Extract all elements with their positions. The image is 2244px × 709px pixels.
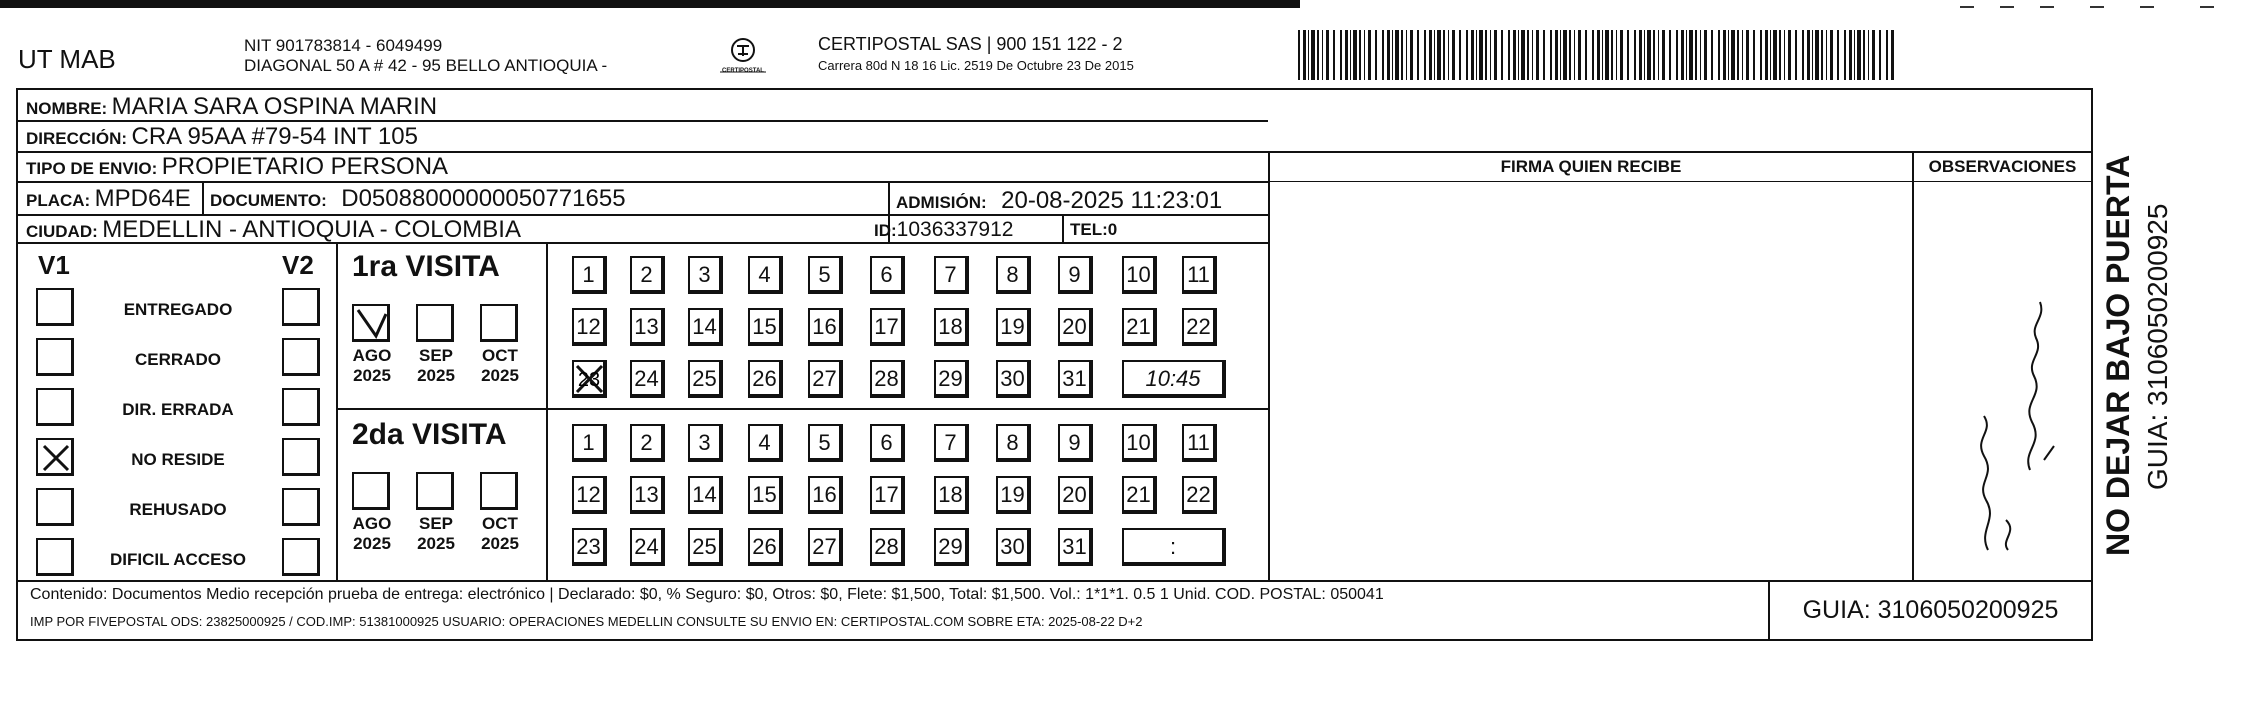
- visit-divider: [546, 242, 548, 580]
- barcode-bar: [1308, 30, 1309, 80]
- barcode-bar: [1753, 30, 1755, 80]
- day-box[interactable]: 21: [1122, 308, 1157, 346]
- day-box[interactable]: 15: [748, 476, 783, 514]
- barcode-bar: [1844, 30, 1846, 80]
- barcode-bar: [1891, 30, 1894, 80]
- v1-checkbox[interactable]: [36, 388, 74, 426]
- day-box[interactable]: 8: [996, 424, 1031, 462]
- day-box[interactable]: 30: [996, 528, 1031, 566]
- month-label: [342, 514, 402, 554]
- day-box[interactable]: 17: [870, 308, 905, 346]
- handwritten-observation: [1948, 250, 2068, 570]
- barcode-bar: [1322, 30, 1323, 80]
- v1-checkbox[interactable]: [36, 288, 74, 326]
- month-name: AGO: [352, 346, 392, 365]
- barcode-bar: [1821, 30, 1823, 80]
- day-box[interactable]: 31: [1058, 360, 1093, 398]
- ciudad-label: CIUDAD:: [26, 222, 98, 241]
- top-dash: [2140, 6, 2154, 8]
- day-box[interactable]: 12: [572, 476, 607, 514]
- barcode-bar: [1718, 30, 1720, 80]
- day-box[interactable]: 18: [934, 308, 969, 346]
- day-box[interactable]: 29: [934, 528, 969, 566]
- day-box[interactable]: 15: [748, 308, 783, 346]
- day-box[interactable]: 2: [630, 424, 665, 462]
- barcode-bar: [1437, 30, 1441, 80]
- barcode-bar: [1857, 30, 1861, 80]
- barcode-bar: [1508, 30, 1510, 80]
- barcode-bar: [1728, 30, 1729, 80]
- barcode-bar: [1298, 30, 1300, 80]
- month-name: OCT: [482, 514, 518, 533]
- barcode-bar: [1317, 30, 1319, 80]
- day-box[interactable]: 20: [1058, 476, 1093, 514]
- day-box[interactable]: 27: [808, 528, 843, 566]
- documento-value: D05088000000050771655: [341, 185, 626, 212]
- top-dash: [2090, 6, 2104, 8]
- barcode-bar: [1476, 30, 1477, 80]
- barcode-bar: [1639, 30, 1642, 80]
- barcode-bar: [1550, 30, 1552, 80]
- month-name: OCT: [482, 346, 518, 365]
- company-name: UT MAB: [18, 44, 116, 74]
- day-box[interactable]: 6: [870, 424, 905, 462]
- day-box[interactable]: 1: [572, 256, 607, 294]
- day-box[interactable]: 25: [688, 528, 723, 566]
- direccion-field: [26, 123, 418, 151]
- barcode-bar: [1359, 30, 1361, 80]
- tel-field: [1070, 220, 1117, 240]
- barcode-bar: [1854, 30, 1855, 80]
- month-label: [470, 346, 530, 386]
- day-box[interactable]: 11: [1182, 256, 1217, 294]
- day-box[interactable]: 14: [688, 308, 723, 346]
- day-box[interactable]: 24: [630, 360, 665, 398]
- day-box[interactable]: 14: [688, 476, 723, 514]
- barcode-bar: [1770, 30, 1771, 80]
- x-mark-icon: [38, 440, 72, 474]
- barcode-bar: [1395, 30, 1399, 80]
- barcode-bar: [1375, 30, 1377, 80]
- day-box[interactable]: 6: [870, 256, 905, 294]
- day-box[interactable]: 3: [688, 424, 723, 462]
- month-year: 2025: [481, 366, 519, 385]
- barcode-bar: [1518, 30, 1519, 80]
- day-box[interactable]: 21: [1122, 476, 1157, 514]
- day-box[interactable]: 22: [1182, 308, 1217, 346]
- ciudad-value: MEDELLIN - ANTIOQUIA - COLOMBIA: [102, 216, 521, 243]
- handwriting-icon: [1948, 250, 2068, 570]
- tipo-envio-label: TIPO DE ENVIO:: [26, 159, 158, 178]
- month-name: SEP: [418, 346, 454, 365]
- barcode-bar: [1760, 30, 1762, 80]
- id-value: 1036337912: [896, 218, 1014, 241]
- barcode-bar: [1448, 30, 1449, 80]
- day-box[interactable]: 31: [1058, 528, 1093, 566]
- visit-title: 2da VISITA: [352, 418, 507, 451]
- barcode-bar: [1723, 30, 1726, 80]
- barcode-bar: [1382, 30, 1384, 80]
- day-box[interactable]: 20: [1058, 308, 1093, 346]
- day-box[interactable]: 18: [934, 476, 969, 514]
- barcode-bar: [1676, 30, 1678, 80]
- barcode-bar: [1700, 30, 1701, 80]
- barcode-bar: [1569, 30, 1571, 80]
- nombre-label: NOMBRE:: [26, 99, 108, 118]
- day-box[interactable]: 3: [688, 256, 723, 294]
- month-label: [470, 514, 530, 554]
- tel-divider: [1062, 214, 1064, 242]
- barcode-bar: [1647, 30, 1651, 80]
- barcode-bar: [1311, 30, 1315, 80]
- barcode-bar: [1563, 30, 1567, 80]
- firma-header: FIRMA QUIEN RECIBE: [1500, 157, 1682, 176]
- barcode-bar: [1662, 30, 1665, 80]
- month-label: [342, 346, 402, 386]
- company-nit: NIT 901783814 - 6049499: [244, 36, 443, 55]
- carrier-name: CERTIPOSTAL SAS | 900 151 122 - 2: [818, 34, 1123, 54]
- barcode-bar: [1340, 30, 1342, 80]
- status-label: ENTREGADO: [123, 300, 233, 319]
- barcode-bar: [1634, 30, 1636, 80]
- barcode-bar: [1616, 30, 1617, 80]
- barcode-bar: [1364, 30, 1365, 80]
- day-box[interactable]: 7: [934, 424, 969, 462]
- barcode: [1298, 30, 1895, 80]
- v2-header: V2: [282, 250, 314, 280]
- barcode-bar: [1731, 30, 1735, 80]
- barcode-bar: [1863, 30, 1865, 80]
- barcode-bar: [1695, 30, 1697, 80]
- barcode-bar: [1620, 30, 1623, 80]
- barcode-bar: [1597, 30, 1600, 80]
- tel-label: TEL:: [1070, 220, 1108, 239]
- barcode-bar: [1543, 30, 1545, 80]
- footer-divider: [18, 580, 2091, 582]
- status-label: NO RESIDE: [131, 450, 225, 469]
- day-x-mark-icon: [574, 362, 605, 394]
- barcode-bar: [1410, 30, 1413, 80]
- day-box[interactable]: 9: [1058, 256, 1093, 294]
- footer-guia: GUIA: 3106050200925: [1802, 596, 2059, 624]
- footer-print-line: IMP POR FIVEPOSTAL ODS: 23825000925 / COD.IMP: 51381000925 USUARIO: OPERACIONES MEDELLIN CONSULTE SU ENVIO EN: CERTIPOSTAL.COM SOBRE ETA: 2025-08-22 D+2: [30, 614, 1143, 629]
- month-checkbox[interactable]: [416, 472, 454, 510]
- direccion-label: DIRECCIÓN:: [26, 129, 128, 148]
- top-dash: [2040, 6, 2054, 8]
- v1-checkbox[interactable]: [36, 538, 74, 576]
- barcode-bar: [1872, 30, 1875, 80]
- day-box[interactable]: 9: [1058, 424, 1093, 462]
- barcode-bar: [1452, 30, 1455, 80]
- v1-checkbox[interactable]: [36, 438, 74, 476]
- day-x-mark-label: 23: [577, 369, 601, 391]
- barcode-bar: [1605, 30, 1609, 80]
- id-label: ID:: [874, 221, 897, 240]
- barcode-bar: [1627, 30, 1629, 80]
- barcode-bar: [1830, 30, 1833, 80]
- barcode-bar: [1868, 30, 1869, 80]
- day-box[interactable]: 28: [870, 528, 905, 566]
- day-box[interactable]: 4: [748, 424, 783, 462]
- status-label: DIFICIL ACCESO: [109, 550, 246, 569]
- month-name: SEP: [418, 514, 454, 533]
- day-box[interactable]: 23: [572, 528, 607, 566]
- day-box[interactable]: 27: [808, 360, 843, 398]
- placa-divider: [202, 181, 204, 214]
- barcode-bar: [1443, 30, 1445, 80]
- barcode-bar: [1466, 30, 1468, 80]
- month-year: 2025: [417, 534, 455, 553]
- day-box[interactable]: 17: [870, 476, 905, 514]
- barcode-bar: [1368, 30, 1371, 80]
- barcode-bar: [1669, 30, 1671, 80]
- barcode-bar: [1429, 30, 1432, 80]
- footer-content-line: Contenido: Documentos Medio recepción prueba de entrega: electrónico | Declarado: $0, % Seguro: $0, Otros: $0, Flete: $1,500, Total: $1,500. Vol.: 1*1*1. 0.5 1 Unid. COD. POSTAL: 050041: [30, 586, 1384, 603]
- barcode-bar: [1779, 30, 1781, 80]
- barcode-bar: [1353, 30, 1357, 80]
- barcode-bar: [1802, 30, 1804, 80]
- barcode-bar: [1704, 30, 1707, 80]
- barcode-bar: [1737, 30, 1739, 80]
- barcode-bar: [1578, 30, 1581, 80]
- status-divider: [336, 242, 338, 580]
- admision-label: ADMISIÓN:: [896, 193, 987, 212]
- barcode-bar: [1490, 30, 1491, 80]
- month-checkbox[interactable]: [480, 304, 518, 342]
- tipo-envio-value: PROPIETARIO PERSONA: [161, 153, 449, 180]
- month-checkbox[interactable]: [416, 304, 454, 342]
- visit-title: 1ra VISITA: [352, 250, 500, 283]
- admision-value: 20-08-2025 11:23:01: [1001, 187, 1223, 214]
- barcode-bar: [1536, 30, 1539, 80]
- day-box[interactable]: 10: [1122, 424, 1157, 462]
- barcode-bar: [1815, 30, 1819, 80]
- day-box[interactable]: 16: [808, 476, 843, 514]
- day-box[interactable]: 26: [748, 360, 783, 398]
- top-dash: [2000, 6, 2014, 8]
- day-box[interactable]: 25: [688, 360, 723, 398]
- day-box[interactable]: 28: [870, 360, 905, 398]
- barcode-bar: [1644, 30, 1645, 80]
- top-dash: [2200, 6, 2214, 8]
- time-box[interactable]: 10:45: [1122, 360, 1226, 398]
- v2-checkbox[interactable]: [282, 338, 320, 376]
- barcode-bar: [1812, 30, 1813, 80]
- barcode-bar: [1345, 30, 1348, 80]
- barcode-bar: [1746, 30, 1749, 80]
- v1-checkbox[interactable]: [36, 338, 74, 376]
- barcode-bar: [1521, 30, 1525, 80]
- v2-checkbox[interactable]: [282, 388, 320, 426]
- month-checkbox[interactable]: [352, 472, 390, 510]
- barcode-bar: [1387, 30, 1390, 80]
- carrier-license: Carrera 80d N 18 16 Lic. 2519 De Octubre 23 De 2015: [818, 58, 1134, 73]
- barcode-bar: [1350, 30, 1351, 80]
- month-name: AGO: [352, 514, 392, 533]
- barcode-bar: [1417, 30, 1419, 80]
- logo-text: CERTIPOSTAL: [722, 68, 764, 74]
- barcode-bar: [1784, 30, 1785, 80]
- barcode-bar: [1837, 30, 1839, 80]
- barcode-bar: [1501, 30, 1503, 80]
- barcode-bar: [1532, 30, 1533, 80]
- firma-header-divider: [1268, 181, 2091, 182]
- v1-header: V1: [38, 250, 70, 280]
- barcode-bar: [1326, 30, 1329, 80]
- barcode-bar: [1826, 30, 1827, 80]
- column-divider: [1912, 151, 1914, 582]
- barcode-bar: [1886, 30, 1888, 80]
- barcode-bar: [1879, 30, 1881, 80]
- barcode-bar: [1527, 30, 1529, 80]
- barcode-bar: [1686, 30, 1687, 80]
- side-warning: NO DEJAR BAJO PUERTA: [2100, 154, 2136, 556]
- day-box[interactable]: 12: [572, 308, 607, 346]
- barcode-bar: [1602, 30, 1603, 80]
- barcode-bar: [1479, 30, 1483, 80]
- v2-checkbox[interactable]: [282, 438, 320, 476]
- barcode-bar: [1392, 30, 1393, 80]
- day-box[interactable]: 30: [996, 360, 1031, 398]
- day-box[interactable]: 13: [630, 476, 665, 514]
- time-box[interactable]: :: [1122, 528, 1226, 566]
- barcode-bar: [1424, 30, 1426, 80]
- day-box[interactable]: 10: [1122, 256, 1157, 294]
- barcode-bar: [1711, 30, 1713, 80]
- v1-checkbox[interactable]: [36, 488, 74, 526]
- barcode-bar: [1611, 30, 1613, 80]
- barcode-bar: [1494, 30, 1497, 80]
- nombre-value: MARIA SARA OSPINA MARIN: [111, 93, 438, 120]
- barcode-bar: [1689, 30, 1693, 80]
- barcode-bar: [1773, 30, 1777, 80]
- side-guia: GUIA: 3106050200925: [2142, 203, 2173, 490]
- top-border-bar: [0, 0, 1300, 8]
- barcode-bar: [1459, 30, 1461, 80]
- visit-divider: [336, 408, 1268, 410]
- day-box[interactable]: 24: [630, 528, 665, 566]
- documento-label: DOCUMENTO:: [210, 191, 327, 210]
- day-box[interactable]: 22: [1182, 476, 1217, 514]
- day-box[interactable]: 29: [934, 360, 969, 398]
- day-box[interactable]: 1: [572, 424, 607, 462]
- admision-field: [896, 187, 1222, 215]
- month-label: [406, 514, 466, 554]
- direccion-value: CRA 95AA #79-54 INT 105: [131, 123, 418, 150]
- day-box[interactable]: 11: [1182, 424, 1217, 462]
- day-box[interactable]: 16: [808, 308, 843, 346]
- day-box[interactable]: 19: [996, 476, 1031, 514]
- placa-label: PLACA:: [26, 191, 91, 210]
- month-year: 2025: [353, 366, 391, 385]
- barcode-bar: [1434, 30, 1435, 80]
- day-box[interactable]: 26: [748, 528, 783, 566]
- barcode-bar: [1485, 30, 1487, 80]
- barcode-bar: [1333, 30, 1335, 80]
- column-divider: [1268, 151, 1270, 582]
- barcode-bar: [1555, 30, 1558, 80]
- barcode-bar: [1406, 30, 1407, 80]
- day-box[interactable]: 13: [630, 308, 665, 346]
- day-box[interactable]: 4: [748, 256, 783, 294]
- day-box[interactable]: 5: [808, 256, 843, 294]
- status-label: DIR. ERRADA: [122, 400, 234, 419]
- barcode-bar: [1849, 30, 1852, 80]
- ciudad-field: [26, 216, 521, 244]
- barcode-bar: [1585, 30, 1587, 80]
- documento-field: [210, 185, 626, 213]
- id-field: [874, 218, 1013, 242]
- month-checkbox[interactable]: [480, 472, 518, 510]
- day-box[interactable]: 19: [996, 308, 1031, 346]
- nombre-field: [26, 93, 437, 121]
- delivery-form: [16, 88, 2093, 641]
- month-checkbox[interactable]: [352, 304, 390, 342]
- barcode-bar: [1788, 30, 1791, 80]
- barcode-bar: [1303, 30, 1306, 80]
- barcode-bar: [1742, 30, 1743, 80]
- barcode-bar: [1653, 30, 1655, 80]
- status-label: REHUSADO: [129, 500, 227, 519]
- barcode-bar: [1681, 30, 1684, 80]
- placa-field: [26, 185, 191, 213]
- status-label: CERRADO: [135, 350, 221, 369]
- month-year: 2025: [353, 534, 391, 553]
- barcode-bar: [1401, 30, 1403, 80]
- barcode-bar: [1574, 30, 1575, 80]
- certipostal-logo: [714, 34, 772, 80]
- barcode-bar: [1807, 30, 1810, 80]
- barcode-bar: [1795, 30, 1797, 80]
- month-year: 2025: [481, 534, 519, 553]
- day-box[interactable]: 8: [996, 256, 1031, 294]
- day-box[interactable]: 2: [630, 256, 665, 294]
- barcode-bar: [1765, 30, 1768, 80]
- top-dash: [1960, 6, 1974, 8]
- company-address: DIAGONAL 50 A # 42 - 95 BELLO ANTIOQUIA -: [244, 56, 608, 75]
- barcode-bar: [1471, 30, 1474, 80]
- day-box[interactable]: 7: [934, 256, 969, 294]
- barcode-bar: [1560, 30, 1561, 80]
- day-box[interactable]: 5: [808, 424, 843, 462]
- v2-checkbox[interactable]: [282, 488, 320, 526]
- placa-value: MPD64E: [94, 185, 191, 212]
- row-divider: [18, 181, 1268, 183]
- tel-value: 0: [1107, 220, 1118, 239]
- month-label: [406, 346, 466, 386]
- v2-checkbox[interactable]: [282, 538, 320, 576]
- observaciones-header: OBSERVACIONES: [1928, 157, 2077, 176]
- day-box[interactable]: [572, 360, 607, 398]
- month-year: 2025: [417, 366, 455, 385]
- barcode-bar: [1513, 30, 1516, 80]
- slash-mark-icon: [354, 306, 388, 340]
- tipo-envio-field: [26, 153, 448, 181]
- barcode-bar: [1658, 30, 1659, 80]
- v2-checkbox[interactable]: [282, 288, 320, 326]
- barcode-bar: [1592, 30, 1594, 80]
